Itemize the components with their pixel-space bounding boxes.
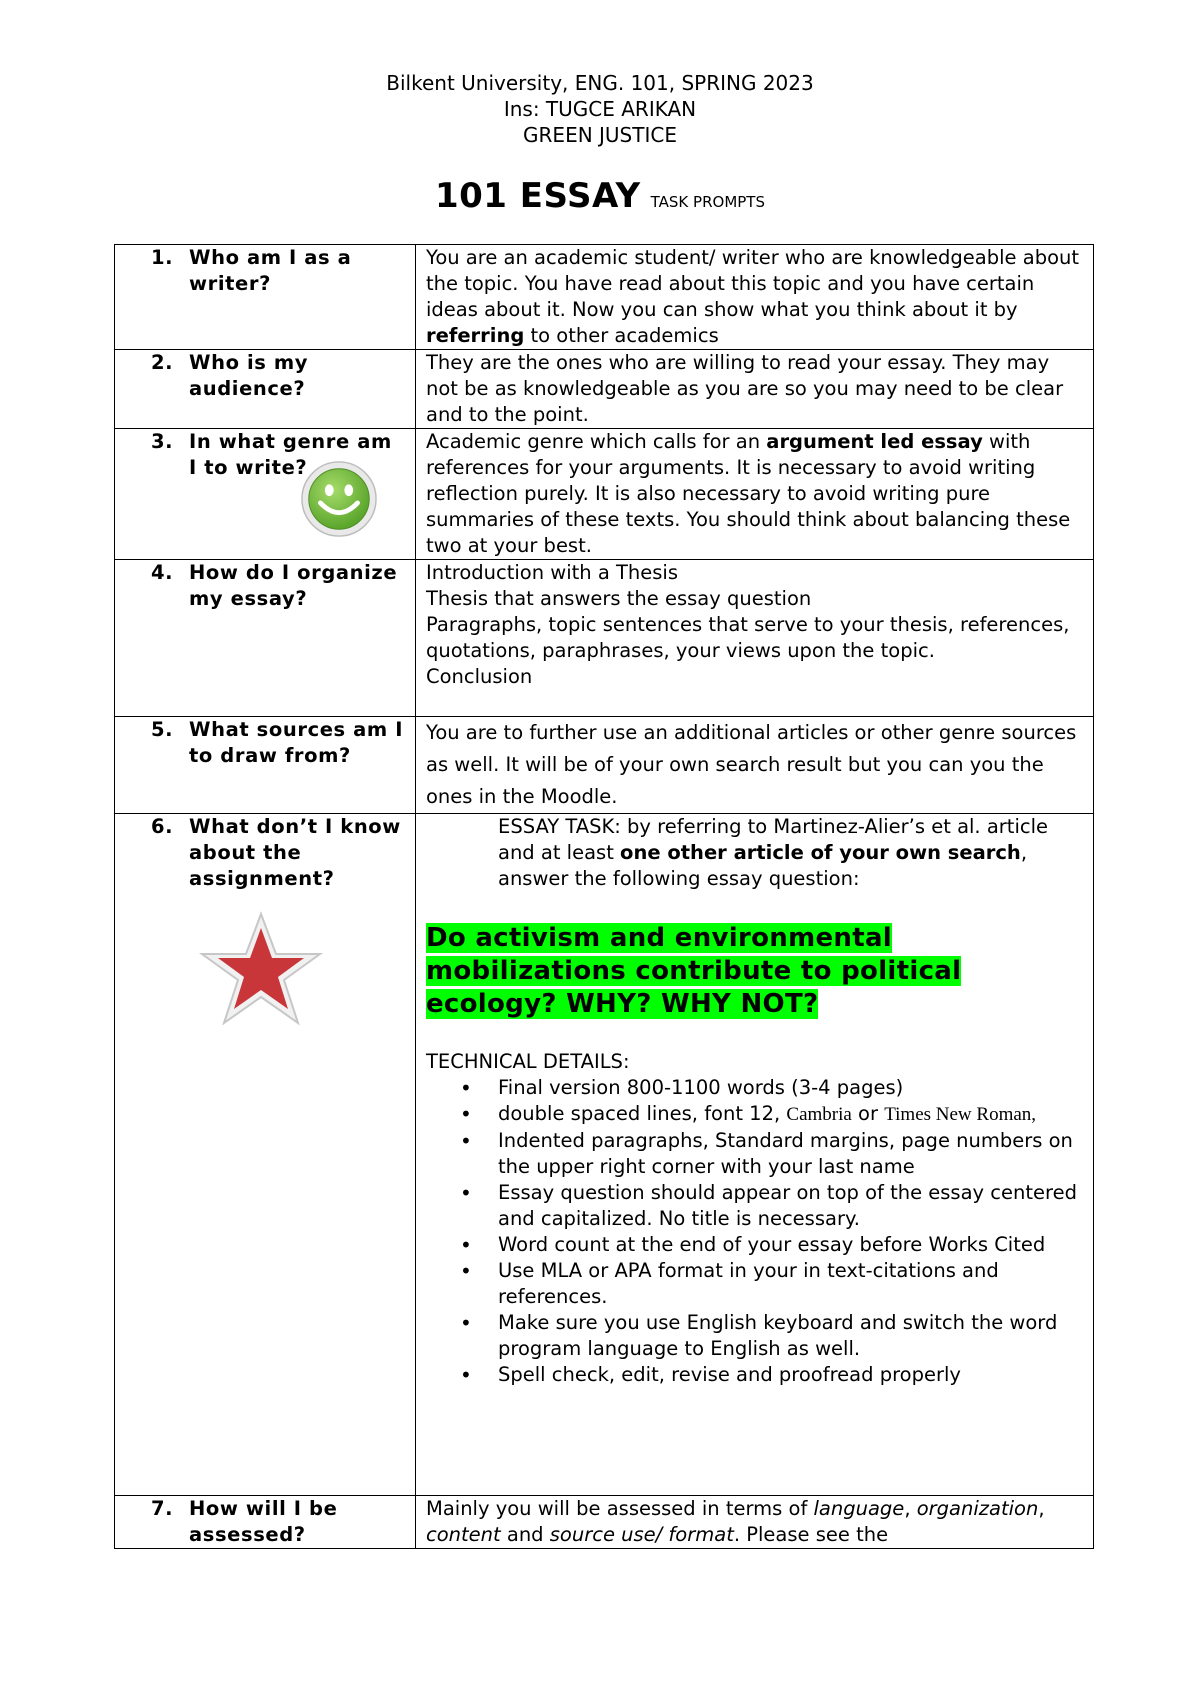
question-number: 1. bbox=[151, 246, 174, 269]
list-item: • Use MLA or APA format in your in text-citations and references. bbox=[498, 1258, 1087, 1310]
task-bold: one other article of your own search bbox=[620, 841, 1021, 864]
question-number: 2. bbox=[151, 351, 174, 374]
answer-line: Introduction with a Thesis bbox=[426, 561, 679, 584]
table-row bbox=[115, 1496, 1094, 1549]
task-text: ESSAY TASK: by referring to Martinez-Alier’s et al. article and at least bbox=[498, 815, 1048, 864]
document-title bbox=[0, 176, 1200, 216]
document-header bbox=[0, 70, 1200, 148]
answer-sep: and bbox=[500, 1523, 550, 1546]
question-text: How do I organize my essay? bbox=[189, 561, 398, 610]
table-row bbox=[115, 429, 1094, 560]
question-number: 4. bbox=[151, 561, 174, 584]
task-text-end: , answer the following essay question: bbox=[498, 841, 1028, 890]
essay-task-text bbox=[426, 814, 1087, 892]
list-item bbox=[498, 1101, 1087, 1128]
tech-font-cambria: Cambria bbox=[786, 1104, 852, 1125]
tech-font-or: or bbox=[851, 1102, 885, 1125]
prompts-table bbox=[114, 244, 1094, 1549]
question-cell bbox=[115, 245, 416, 350]
technical-details-list bbox=[426, 1075, 1087, 1388]
header-course-line: Bilkent University, ENG. 101, SPRING 2023 bbox=[386, 71, 814, 95]
table-row bbox=[115, 560, 1094, 717]
title-main: 101 ESSAY bbox=[434, 176, 641, 216]
question-cell bbox=[115, 717, 416, 814]
list-item: • Word count at the end of your essay before Works Cited bbox=[498, 1232, 1087, 1258]
essay-question-highlight: Do activism and environmental mobilizations contribute to political ecology? WHY? WHY NOT? bbox=[426, 923, 962, 1019]
answer-text-end: to other academics bbox=[524, 324, 719, 347]
tech-font-comma: , bbox=[1031, 1104, 1037, 1125]
smiley-icon bbox=[300, 460, 378, 538]
question-text: What don’t I know about the assignment? bbox=[189, 815, 401, 890]
answer-text: Academic genre which calls for an bbox=[426, 430, 767, 453]
answer-sep: , bbox=[904, 1497, 917, 1520]
answer-text: You are to further use an additional articles or other genre sources as well. It will be of your own search result but you can you the ones in the Moodle. bbox=[426, 721, 1077, 808]
question-number: 3. bbox=[151, 430, 174, 453]
list-item: • Indented paragraphs, Standard margins, page numbers on the upper right corner with your last name bbox=[498, 1128, 1087, 1180]
question-number: 5. bbox=[151, 718, 174, 741]
answer-sep: , bbox=[1038, 1497, 1045, 1520]
answer-text: Mainly you will be assessed in terms of bbox=[426, 1497, 814, 1520]
title-sub: TASK PROMPTS bbox=[650, 193, 765, 211]
answer-cell bbox=[416, 717, 1094, 814]
star-icon bbox=[198, 910, 324, 1028]
header-instructor-line: Ins: TUGCE ARIKAN bbox=[503, 97, 697, 121]
list-item: • Make sure you use English keyboard and switch the word program language to English as well. bbox=[498, 1310, 1087, 1362]
answer-italic: content bbox=[426, 1523, 501, 1546]
table-row bbox=[115, 350, 1094, 429]
question-cell bbox=[115, 560, 416, 717]
answer-cell bbox=[416, 350, 1094, 429]
answer-text-end: with references for your arguments. It is necessary to avoid writing reflection purely. It is also necessary to avoid writing pure summaries of these texts. You should think about balancing these two at your best. bbox=[426, 430, 1071, 557]
answer-cell bbox=[416, 560, 1094, 717]
question-text: Who is my audience? bbox=[189, 351, 309, 400]
answer-line: Conclusion bbox=[426, 665, 533, 688]
answer-text: You are an academic student/ writer who are knowledgeable about the topic. You have read about this topic and you have certain ideas about it. Now you can show what you think about it by bbox=[426, 246, 1080, 321]
question-cell bbox=[115, 350, 416, 429]
tech-heading-colon: : bbox=[622, 1050, 630, 1073]
header-theme-line: GREEN JUSTICE bbox=[523, 123, 677, 147]
tech-font-text: double spaced lines, font 12, bbox=[498, 1102, 787, 1125]
question-text: In what genre am I to write? bbox=[189, 430, 392, 479]
answer-text-end: . Please see the bbox=[733, 1523, 889, 1546]
answer-cell bbox=[416, 814, 1094, 1496]
question-number: 7. bbox=[151, 1497, 174, 1520]
answer-line: Thesis that answers the essay question bbox=[426, 587, 812, 610]
technical-details-heading bbox=[426, 1049, 1087, 1075]
table-row bbox=[115, 245, 1094, 350]
answer-italic: language bbox=[813, 1497, 905, 1520]
list-item: • Spell check, edit, revise and proofread properly bbox=[498, 1362, 1087, 1388]
answer-cell bbox=[416, 1496, 1094, 1549]
question-text: How will I be assessed? bbox=[189, 1497, 338, 1546]
question-text: What sources am I to draw from? bbox=[189, 718, 404, 767]
list-item: • Essay question should appear on top of the essay centered and capitalized. No title is necessary. bbox=[498, 1180, 1087, 1232]
question-number: 6. bbox=[151, 815, 174, 838]
answer-bold: argument led essay bbox=[766, 430, 983, 453]
answer-text: They are the ones who are willing to read your essay. They may not be as knowledgeable as you are so you may need to be clear and to the point. bbox=[426, 351, 1064, 426]
answer-cell bbox=[416, 245, 1094, 350]
tech-heading-text: TECHNICAL DETAILS bbox=[426, 1050, 623, 1073]
table-row bbox=[115, 717, 1094, 814]
answer-italic: source use/ format bbox=[549, 1523, 734, 1546]
answer-cell bbox=[416, 429, 1094, 560]
answer-italic: organization bbox=[916, 1497, 1039, 1520]
answer-bold: referring bbox=[426, 324, 525, 347]
question-text: Who am I as a writer? bbox=[189, 246, 352, 295]
question-cell bbox=[115, 1496, 416, 1549]
answer-line: Paragraphs, topic sentences that serve to your thesis, references, quotations, paraphrases, your views upon the topic. bbox=[426, 613, 1070, 662]
tech-font-times: Times New Roman bbox=[884, 1104, 1032, 1125]
list-item: • Final version 800-1100 words (3-4 pages) bbox=[498, 1075, 1087, 1101]
